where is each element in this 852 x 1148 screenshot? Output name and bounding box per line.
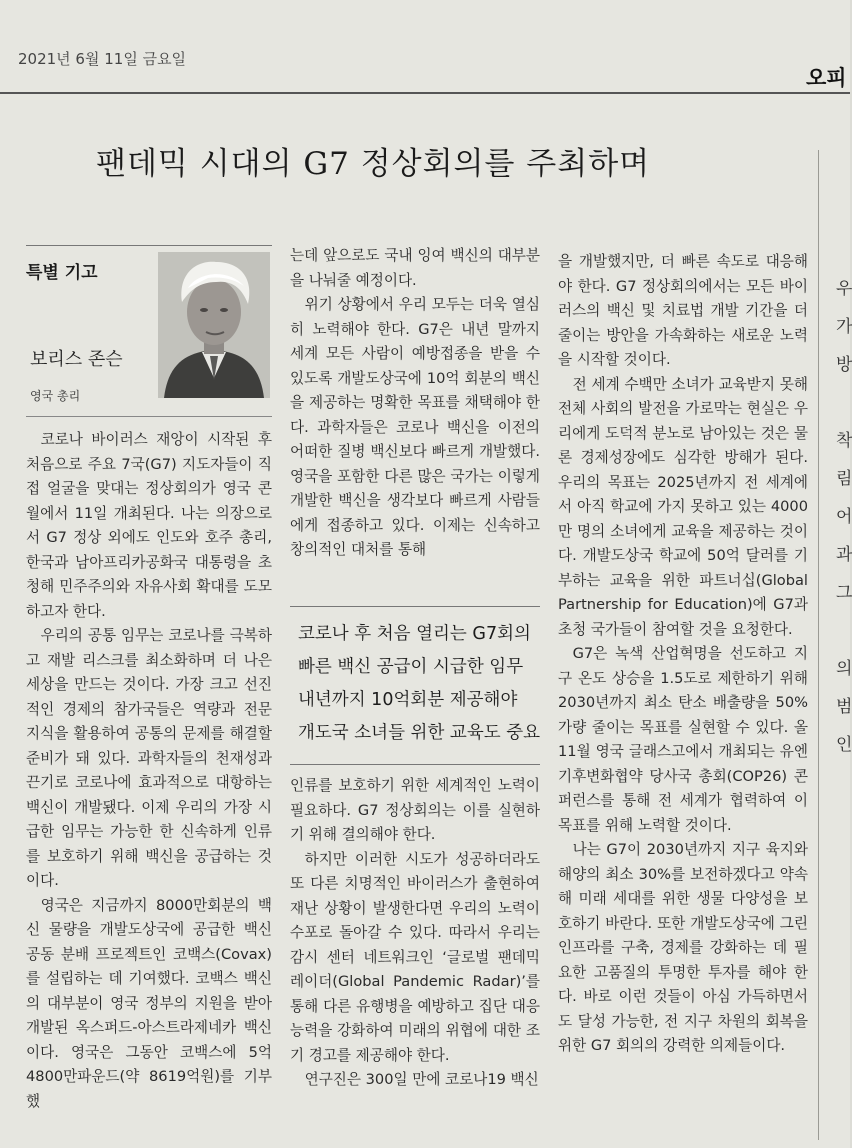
byline-label: 특별 기고 [26,263,98,283]
pull-quote-line: 코로나 후 처음 열리는 G7회의 [298,624,531,644]
fragment-char: 착 [836,431,852,451]
pull-quote-line: 개도국 소녀들 위한 교육도 중요 [298,723,541,743]
fragment-char: 어 [836,507,852,527]
header-rule [0,92,850,94]
pull-quote [298,618,541,750]
author-title: 영국 총리 [30,389,81,403]
fragment-char: 림 [836,469,852,489]
paragraph: 나는 G7이 2030년까지 지구 육지와 해양의 최소 30%를 보전하겠다고 약속해 미래 세대를 위한 생물 다양성을 보호하기 바란다. 또한 개발도상국에 그린 인프라를 구축, 경제를 강화하는 데 필요한 고품질의 투명한 투자를 해야 한다. 바로 이런 것들이 아심 가득하면서도 달성 가능한, 전 지구 차원의 회복을 위한 G7 회의의 강력한 의제들이다. [558,841,808,1054]
paragraph: 전 세계 수백만 소녀가 교육받지 못해 전체 사회의 발전을 가로막는 현실은 우리에게 도덕적 분노로 남아있는 것은 물론 경제성장에도 심각한 방해가 된다. 우리의 목표는 2025년까지 전 세계에서 아직 학교에 가지 못하고 있는 4000만 명의 소녀에게 교육을 제공하는 것이다. 개발도상국 학교에 50억 달러를 기부하는 교육을 위한 파트너십(Global Partnership for Education)에 G7과 초청 국가들이 참여할 것을 요청한다. [558,375,808,638]
fragment-char: 범 [836,697,852,717]
fragment-char [836,612,850,650]
paragraph: 을 개발했지만, 더 빠른 속도로 대응해야 한다. G7 정상회의에서는 모든 바이러스의 백신 및 치료법 개발 기간을 더 줄이는 방안을 가속화하는 새로운 노력을 시작할 것이다. [558,253,808,368]
byline-top-rule [26,245,272,246]
paragraph: 하지만 이러한 시도가 성공하더라도 또 다른 치명적인 바이러스가 출현하여 재난 상황이 발생한다면 우리의 노력이 수포로 돌아갈 수 있다. 따라서 우리는 감시 센터 네트워크인 ‘글로벌 팬데믹 레이더(Global Pandemic Radar)’를 통해 다른 유행병을 예방하고 집단 대응 능력을 강화하여 미래의 위협에 대한 조기 경고를 제공해야 한다. [290,850,540,1064]
paragraph: 는데 앞으로도 국내 잉여 백신의 대부분을 나눠줄 예정이다. [290,247,540,289]
article-column-3 [558,250,808,1059]
paragraph: 인류를 보호하기 위한 세계적인 노력이 필요하다. G7 정상회의는 이를 실현하기 위해 결의해야 한다. [290,777,540,843]
pull-quote-line: 빠른 백신 공급이 시급한 임무 [298,657,524,677]
article-column-2-top [290,244,540,563]
author-name: 보리스 존슨 [30,349,123,370]
fragment-char: 과 [836,545,852,565]
section-name: 오피 [806,66,847,90]
fragment-char: 방 [836,355,852,375]
pull-quote-bottom-rule [290,764,540,765]
column-divider [818,150,819,1140]
fragment-char: 그 [836,583,852,603]
adjacent-article-fragment [836,270,850,764]
paragraph: 연구진은 300일 만에 코로나19 백신 [304,1071,539,1088]
paragraph: 위기 상황에서 우리 모두는 더욱 열심히 노력해야 한다. G7은 내년 말까지 세계 모든 사람이 예방접종을 받을 수 있도록 개발도상국에 10억 회분의 백신을 제공하는 명확한 목표를 채택해야 한다. 과학자들은 코로나 백신을 이전의 어떠한 질병 백신보다 빠르게 개발했다. 영국을 포함한 다른 많은 국가는 이렇게 개발한 백신을 생각보다 빠르게 사람들에게 접종하고 있다. 이제는 신속하고 창의적인 대처를 통해 [290,296,540,558]
fragment-char [836,384,850,422]
paragraph: 우리의 공통 임무는 코로나를 극복하고 재발 리스크를 최소화하며 더 나은 세상을 만드는 것이다. 가장 크고 선진적인 경제의 참가국들은 역량과 전문 지식을 활용하여 공통의 문제를 해결할 준비가 돼 있다. 과학자들의 천재성과 끈기로 코로나에 효과적으로 대항하는 백신이 개발됐다. 이제 우리의 가장 시급한 임무는 가능한 한 신속하게 인류를 보호하기 위해 백신을 공급하는 것이다. [26,627,272,889]
fragment-char: 가 [836,317,852,337]
article-headline: 팬데믹 시대의 G7 정상회의를 주최하며 [96,146,651,182]
pull-quote-line: 내년까지 10억회분 제공해야 [298,690,518,710]
article-column-1 [26,428,272,1114]
fragment-char: 우 [836,279,852,299]
author-portrait-image [158,252,270,398]
author-photo [158,252,270,398]
byline-bottom-rule [26,416,272,417]
fragment-char: 인 [836,735,852,755]
article-column-2-bottom [290,774,540,1093]
pull-quote-top-rule [290,606,540,607]
paragraph: 코로나 바이러스 재앙이 시작된 후 처음으로 주요 7국(G7) 지도자들이 직접 얼굴을 맞대는 정상회의가 영국 콘월에서 11일 개최된다. 나는 의장으로서 G7 정상 외에도 인도와 호주 총리, 한국과 남아프리카공화국 대통령을 초청해 민주주의와 자유사회 확대를 도모하고자 한다. [26,431,272,620]
issue-date: 2021년 6월 11일 금요일 [18,50,187,68]
paragraph: G7은 녹색 산업혁명을 선도하고 지구 온도 상승을 1.5도로 제한하기 위해 2030년까지 최소 탄소 배출량을 50% 가량 줄이는 목표를 실현할 수 있다. 올 11월 영국 글래스고에서 개최되는 유엔기후변화협약 당사국 총회(COP26) 콘퍼런스를 통해 전 세계가 협력하여 이 목표를 위해 노력할 것이다. [558,645,808,834]
fragment-char: 의 [836,659,852,679]
paragraph: 영국은 지금까지 8000만회분의 백신 물량을 개발도상국에 공급한 백신 공동 분배 프로젝트인 코백스(Covax)를 설립하는 데 기여했다. 코백스 백신의 대부분이 영국 정부의 지원을 받아 개발된 옥스퍼드-아스트라제네카 백신이다. 영국은 그동안 코백스에 5억 4800만파운드(약 8619억원)를 기부했 [26,896,272,1110]
